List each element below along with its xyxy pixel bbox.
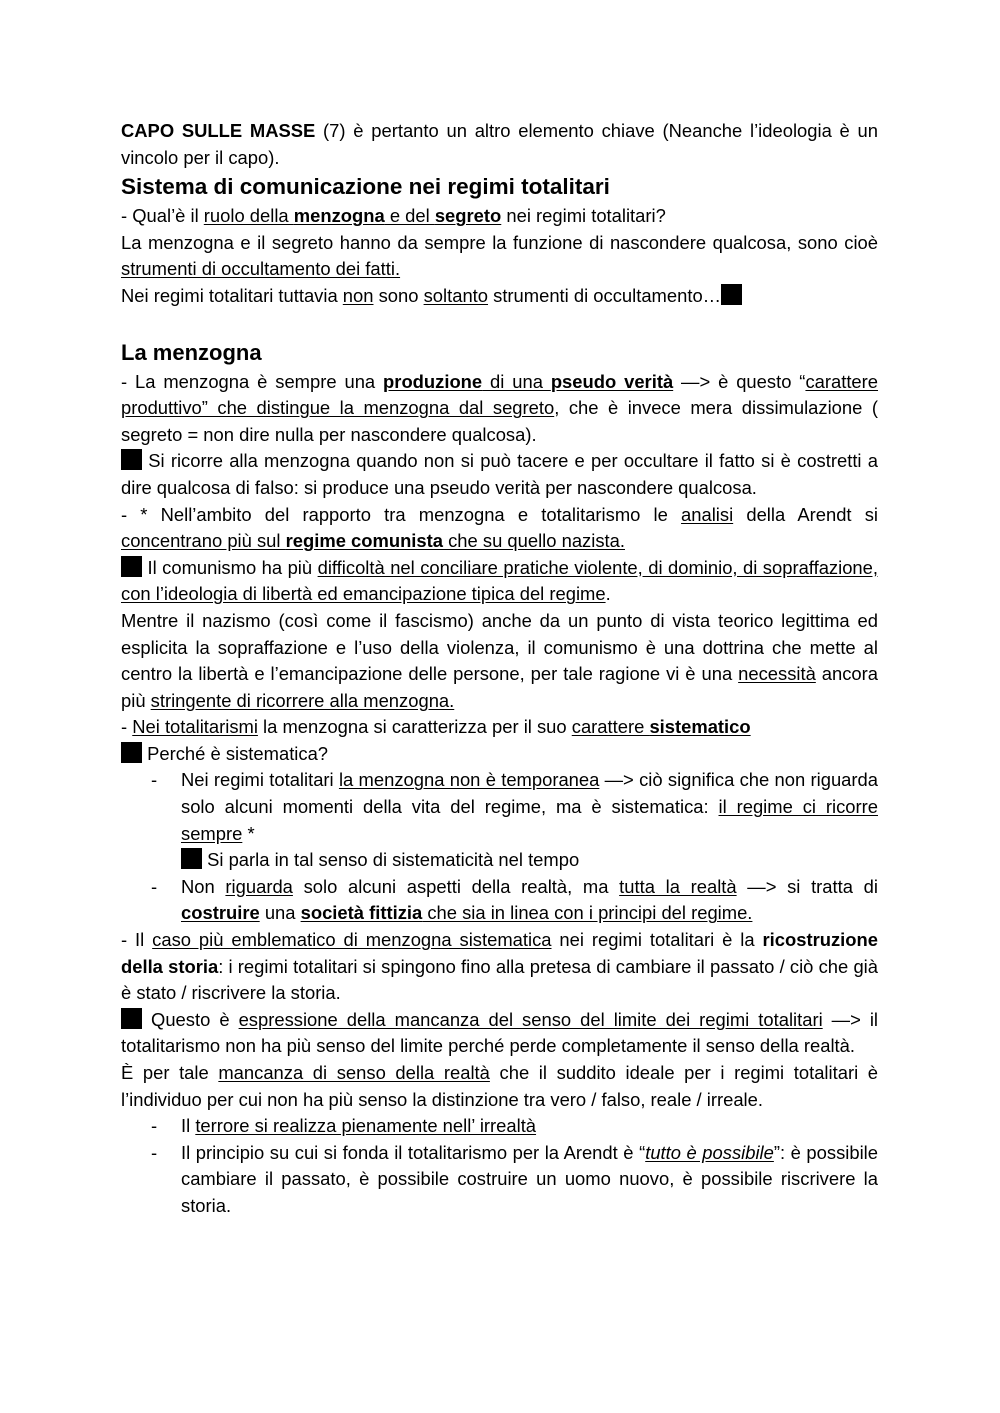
square-bullet-icon (121, 742, 142, 763)
list-item: - Non riguarda solo alcuni aspetti della realtà, ma tutta la realtà —> si tratta di costruire una società fittizia che sia in linea con i principi del regime. (151, 875, 878, 924)
occultation-paragraph: Nei regimi totalitari tuttavia non sono soltanto strumenti di occultamento… (121, 283, 878, 310)
dash-bullet: - (151, 769, 158, 791)
reality-paragraph: È per tale mancanza di senso della realtà che il suddito ideale per i regimi totalitari è l’individuo per cui non ha più senso la distinzione tra vero / falso, reale / irreale. (121, 1062, 878, 1110)
list-item: - Nei regimi totalitari la menzogna non è temporanea —> ciò significa che non riguarda solo alcuni momenti della vita del regime, ma è sistematica: il regime ci ricorre sempre * Si parla in tal senso di sistematicità nel tempo (151, 769, 878, 871)
lie-definition-paragraph: - La menzogna è sempre una produzione di una pseudo verità —> è questo “carattere produttivo” che distingue la menzogna dal segreto, che è invece mera dissimulazione ( segreto = non dire nulla per nascondere qualcosa). (121, 370, 879, 445)
square-bullet-icon (181, 848, 202, 869)
principle-list (121, 1113, 878, 1219)
dash-bullet: - (151, 1141, 158, 1163)
nazism-comparison-paragraph: Mentre il nazismo (così come il fascismo) anche da un punto di vista teorico legittima ed esplicita la sopraffazione e l’uso della violenza, il comunismo è una dottrina che mette al centro la libertà e l’emancipazione delle persone, per tale ragione vi è una necessità ancora più stringente di ricorrere alla menzogna. (121, 609, 879, 711)
list-item: - Il principio su cui si fonda il totalitarismo per la Arendt è “tutto è possibile”: è possibile cambiare il passato, è possibile costruire un uomo nuovo, è possibile riscrivere la storia. (151, 1141, 878, 1216)
section-heading-lie: La menzogna (121, 339, 262, 365)
square-bullet-icon (121, 449, 142, 470)
history-reconstruction-paragraph: - Il caso più emblematico di menzogna sistematica nei regimi totalitari è la ricostruzione della storia: i regimi totalitari si spingono fino alla pretesa di cambiare il passato / ciò che già è stato / riscrivere la storia. (121, 929, 878, 1004)
document-page (121, 118, 878, 1220)
systematic-paragraph: - Nei totalitarismi la menzogna si caratterizza per il suo carattere sistematico (121, 716, 751, 738)
systematic-list (121, 767, 878, 927)
dash-bullet: - (151, 1115, 158, 1137)
arendt-analysis-paragraph: - * Nell’ambito del rapporto tra menzogna e totalitarismo le analisi della Arendt si concentrano più sul regime comunista che su quello nazista. (121, 503, 878, 552)
square-bullet-icon (121, 1008, 142, 1029)
square-bullet-icon (121, 556, 142, 577)
limit-paragraph: Questo è espressione della mancanza del senso del limite dei regimi totalitari —> il totalitarismo non ha più senso del limite perché perde completamente il senso della realtà. (121, 1008, 879, 1057)
section-heading-communication: Sistema di comunicazione nei regimi totalitari (121, 174, 610, 200)
why-systematic-paragraph: Perché è sistematica? (121, 741, 878, 768)
dash-bullet: - (151, 875, 158, 897)
communism-paragraph: Il comunismo ha più difficoltà nel conciliare pratiche violente, di dominio, di sopraffazione, con l’ideologia di libertà ed emancipazione tipica del regime. (121, 556, 878, 605)
bold-text: CAPO SULLE MASSE (121, 120, 316, 141)
list-item: - Il terrore si realizza pienamente nell’ irrealtà (121, 1113, 878, 1140)
square-bullet-icon (721, 284, 742, 305)
intro-paragraph: CAPO SULLE MASSE (7) è pertanto un altro elemento chiave (Neanche l’ideologia è un vincolo per il capo). (121, 120, 878, 168)
function-paragraph: La menzogna e il segreto hanno da sempre la funzione di nascondere qualcosa, sono cioè strumenti di occultamento dei fatti. (121, 231, 878, 280)
lie-usage-paragraph: Si ricorre alla menzogna quando non si può tacere e per occultare il fatto si è costretti a dire qualcosa di falso: si produce una pseudo verità per nascondere qualcosa. (121, 450, 878, 498)
question-paragraph: - Qual’è il ruolo della menzogna e del segreto nei regimi totalitari? (121, 205, 666, 227)
